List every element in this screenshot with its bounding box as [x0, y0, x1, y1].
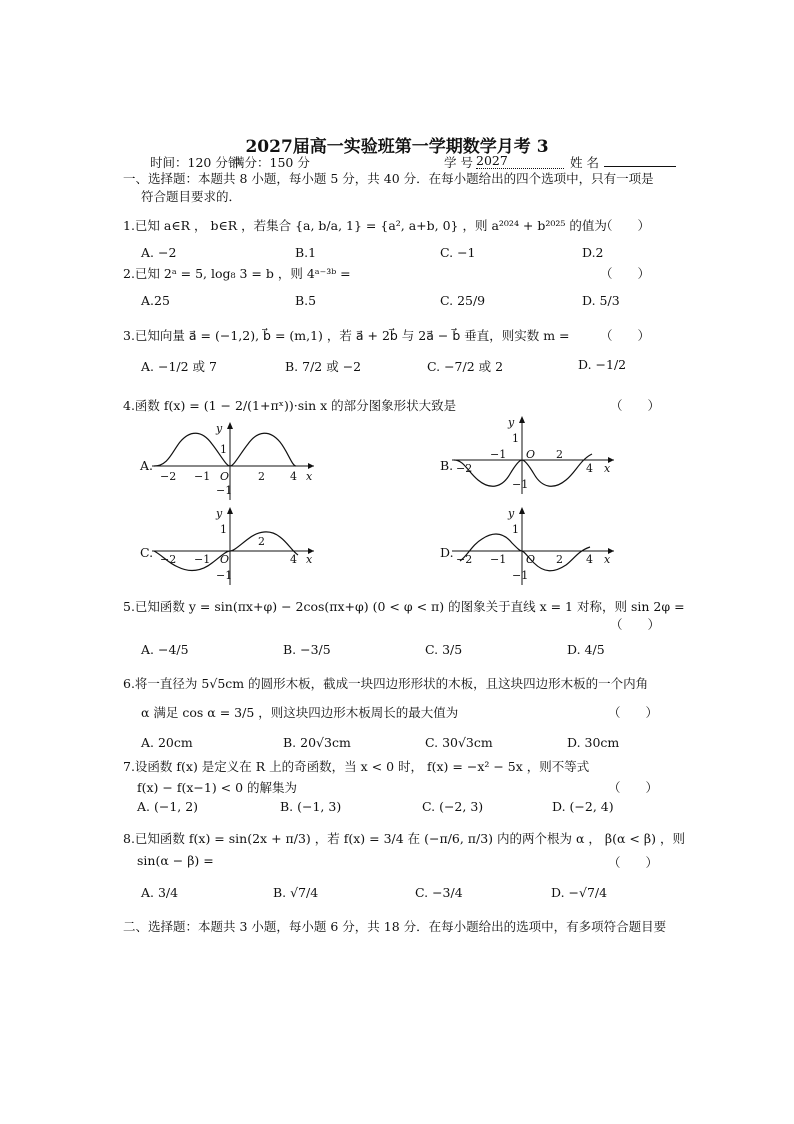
graph-b-origin: O	[526, 448, 536, 461]
id-label: 学 号	[444, 155, 473, 170]
exam-time: 时间：120 分钟	[150, 155, 241, 170]
q8-option-a[interactable]: A. 3/4	[141, 885, 179, 900]
graph-d-tick-2: 2	[556, 553, 563, 566]
q6-option-a[interactable]: A. 20cm	[141, 735, 193, 750]
graph-a-tick-neg1x: −1	[194, 470, 211, 483]
q7-option-c[interactable]: C. (−2, 3)	[422, 799, 484, 814]
q5-answer-blank[interactable]: （ ）	[610, 617, 661, 632]
q4-graph-a	[150, 420, 320, 502]
graph-b-tick-4: 4	[586, 462, 593, 475]
q3-option-b[interactable]: B. 7/2 或 −2	[285, 359, 362, 374]
q5-option-a[interactable]: A. −4/5	[141, 642, 189, 657]
q8-option-b[interactable]: B. √7/4	[273, 885, 319, 900]
graph-c-tick-neg2: −2	[160, 553, 177, 566]
q4-stem: 4.函数 f(x) = (1 − 2/(1+πˣ))·sin x 的部分图象形状大致是	[123, 398, 457, 413]
section2-heading: 二、选择题：本题共 3 小题，每小题 6 分，共 18 分．在每小题给出的选项中，有多项符合题目要	[123, 919, 667, 934]
q8-stem-line1: 8.已知函数 f(x) = sin(2x + π/3) ，若 f(x) = 3/4 在 (−π/6, π/3) 内的两个根为 α ， β(α < β) ，则	[123, 831, 685, 846]
q4-option-c[interactable]: C.	[140, 545, 154, 560]
graph-c-tick-1: 1	[220, 523, 227, 536]
q7-option-d[interactable]: D. (−2, 4)	[552, 799, 614, 814]
q5-option-b[interactable]: B. −3/5	[283, 642, 331, 657]
graph-a-x-label: x	[306, 470, 313, 483]
graph-a-y-label: y	[216, 422, 223, 435]
graph-c-tick-4: 4	[290, 553, 297, 566]
q3-option-c[interactable]: C. −7/2 或 2	[427, 359, 504, 374]
q8-stem-line2: sin(α − β) =	[137, 853, 214, 868]
graph-b-y-label: y	[508, 416, 515, 429]
q8-option-d[interactable]: D. −√7/4	[551, 885, 608, 900]
q7-stem-line2: f(x) − f(x−1) < 0 的解集为	[137, 780, 298, 795]
q2-option-b[interactable]: B.5	[295, 293, 317, 308]
graph-d-origin: O	[526, 553, 536, 566]
q2-stem: 2.已知 2ᵃ = 5, log₈ 3 = b ，则 4ᵃ⁻³ᵇ =	[123, 266, 351, 281]
q7-option-a[interactable]: A. (−1, 2)	[137, 799, 199, 814]
q1-option-d[interactable]: D.2	[582, 245, 604, 260]
name-field[interactable]	[604, 166, 676, 167]
q1-stem: 1.已知 a∈R ， b∈R ，若集合 {a, b/a, 1} = {a², a+b, 0} ，则 a²⁰²⁴ + b²⁰²⁵ 的值为	[123, 218, 607, 233]
q6-stem-line2: α 满足 cos α = 3/5 ，则这块四边形木板周长的最大值为	[141, 705, 459, 720]
page-title: 2027届高一实验班第一学期数学月考 3	[245, 137, 549, 157]
name-label: 姓 名	[570, 155, 599, 170]
graph-b-x-label: x	[604, 462, 611, 475]
graph-c-tick-neg1x: −1	[194, 553, 211, 566]
graph-d-tick-4: 4	[586, 553, 593, 566]
graph-b-tick-neg1: −1	[512, 478, 529, 491]
q4-option-d[interactable]: D.	[440, 545, 454, 560]
graph-a-tick-1: 1	[220, 443, 227, 456]
q8-option-c[interactable]: C. −3/4	[415, 885, 463, 900]
graph-d-tick-neg2: −2	[456, 553, 473, 566]
q7-answer-blank[interactable]: （ ）	[608, 780, 659, 795]
graph-a-tick-neg1: −1	[216, 484, 233, 497]
graph-b-tick-2: 2	[556, 448, 563, 461]
q2-option-d[interactable]: D. 5/3	[582, 293, 620, 308]
q4-answer-blank[interactable]: （ ）	[610, 398, 661, 413]
q5-stem: 5.已知函数 y = sin(πx+φ) − 2cos(πx+φ) (0 < φ < π) 的图象关于直线 x = 1 对称，则 sin 2φ =	[123, 599, 685, 614]
q3-stem: 3.已知向量 a⃗ = (−1,2), b⃗ = (m,1) ，若 a⃗ + 2b⃗ 与 2a⃗ − b⃗ 垂直，则实数 m =	[123, 328, 570, 343]
q1-option-c[interactable]: C. −1	[440, 245, 476, 260]
q8-answer-blank[interactable]: （ ）	[608, 855, 659, 870]
graph-d-x-label: x	[604, 553, 611, 566]
q4-option-b[interactable]: B.	[440, 458, 454, 473]
q4-graph-b	[450, 414, 620, 496]
full-score: 满分：150 分	[232, 155, 310, 170]
q4-graph-d	[450, 505, 620, 587]
q6-option-c[interactable]: C. 30√3cm	[425, 735, 493, 750]
q3-option-d[interactable]: D. −1/2	[578, 357, 627, 372]
graph-c-tick-neg1: −1	[216, 569, 233, 582]
q4-option-a[interactable]: A.	[140, 458, 154, 473]
q5-option-c[interactable]: C. 3/5	[425, 642, 463, 657]
q6-option-d[interactable]: D. 30cm	[567, 735, 620, 750]
q2-option-a[interactable]: A.25	[141, 293, 170, 308]
graph-d-y-label: y	[508, 507, 515, 520]
graph-d-tick-neg1: −1	[512, 569, 529, 582]
q5-option-d[interactable]: D. 4/5	[567, 642, 605, 657]
id-field[interactable]	[476, 153, 564, 169]
q1-option-a[interactable]: A. −2	[141, 245, 177, 260]
q6-answer-blank[interactable]: （ ）	[608, 705, 659, 720]
q2-option-c[interactable]: C. 25/9	[440, 293, 486, 308]
graph-d-tick-neg1x: −1	[490, 553, 507, 566]
q7-stem-line1: 7.设函数 f(x) 是定义在 R 上的奇函数，当 x < 0 时， f(x) = −x² − 5x ，则不等式	[123, 759, 590, 774]
graph-b-tick-neg2: −2	[456, 462, 473, 475]
q3-answer-blank[interactable]: （ ）	[600, 328, 651, 343]
section1-heading-cont: 符合题目要求的．	[141, 189, 242, 204]
graph-c-origin: O	[220, 553, 230, 566]
q2-answer-blank[interactable]: （ ）	[600, 266, 651, 281]
id-prefix: 2027	[476, 153, 564, 169]
section1-heading: 一、选择题：本题共 8 小题，每小题 5 分，共 40 分．在每小题给出的四个选项中，只有一项是	[123, 171, 654, 186]
graph-a-origin: O	[220, 470, 230, 483]
q1-option-b[interactable]: B.1	[295, 245, 317, 260]
graph-a-tick-neg2: −2	[160, 470, 177, 483]
graph-b-tick-1: 1	[512, 432, 519, 445]
graph-c-tick-2: 2	[258, 535, 265, 548]
graph-d-tick-1: 1	[512, 523, 519, 536]
q6-stem-line1: 6.将一直径为 5√5cm 的圆形木板，截成一块四边形形状的木板，且这块四边形木板的一个内角	[123, 676, 649, 691]
q6-option-b[interactable]: B. 20√3cm	[283, 735, 351, 750]
q3-option-a[interactable]: A. −1/2 或 7	[141, 359, 217, 374]
graph-a-tick-2: 2	[258, 470, 265, 483]
graph-c-y-label: y	[216, 507, 223, 520]
q4-graph-c	[150, 505, 320, 587]
graph-a-tick-4: 4	[290, 470, 297, 483]
graph-b-tick-neg1x: −1	[490, 448, 507, 461]
graph-c-x-label: x	[306, 553, 313, 566]
q1-answer-blank[interactable]: （ ）	[600, 218, 651, 233]
q7-option-b[interactable]: B. (−1, 3)	[280, 799, 342, 814]
